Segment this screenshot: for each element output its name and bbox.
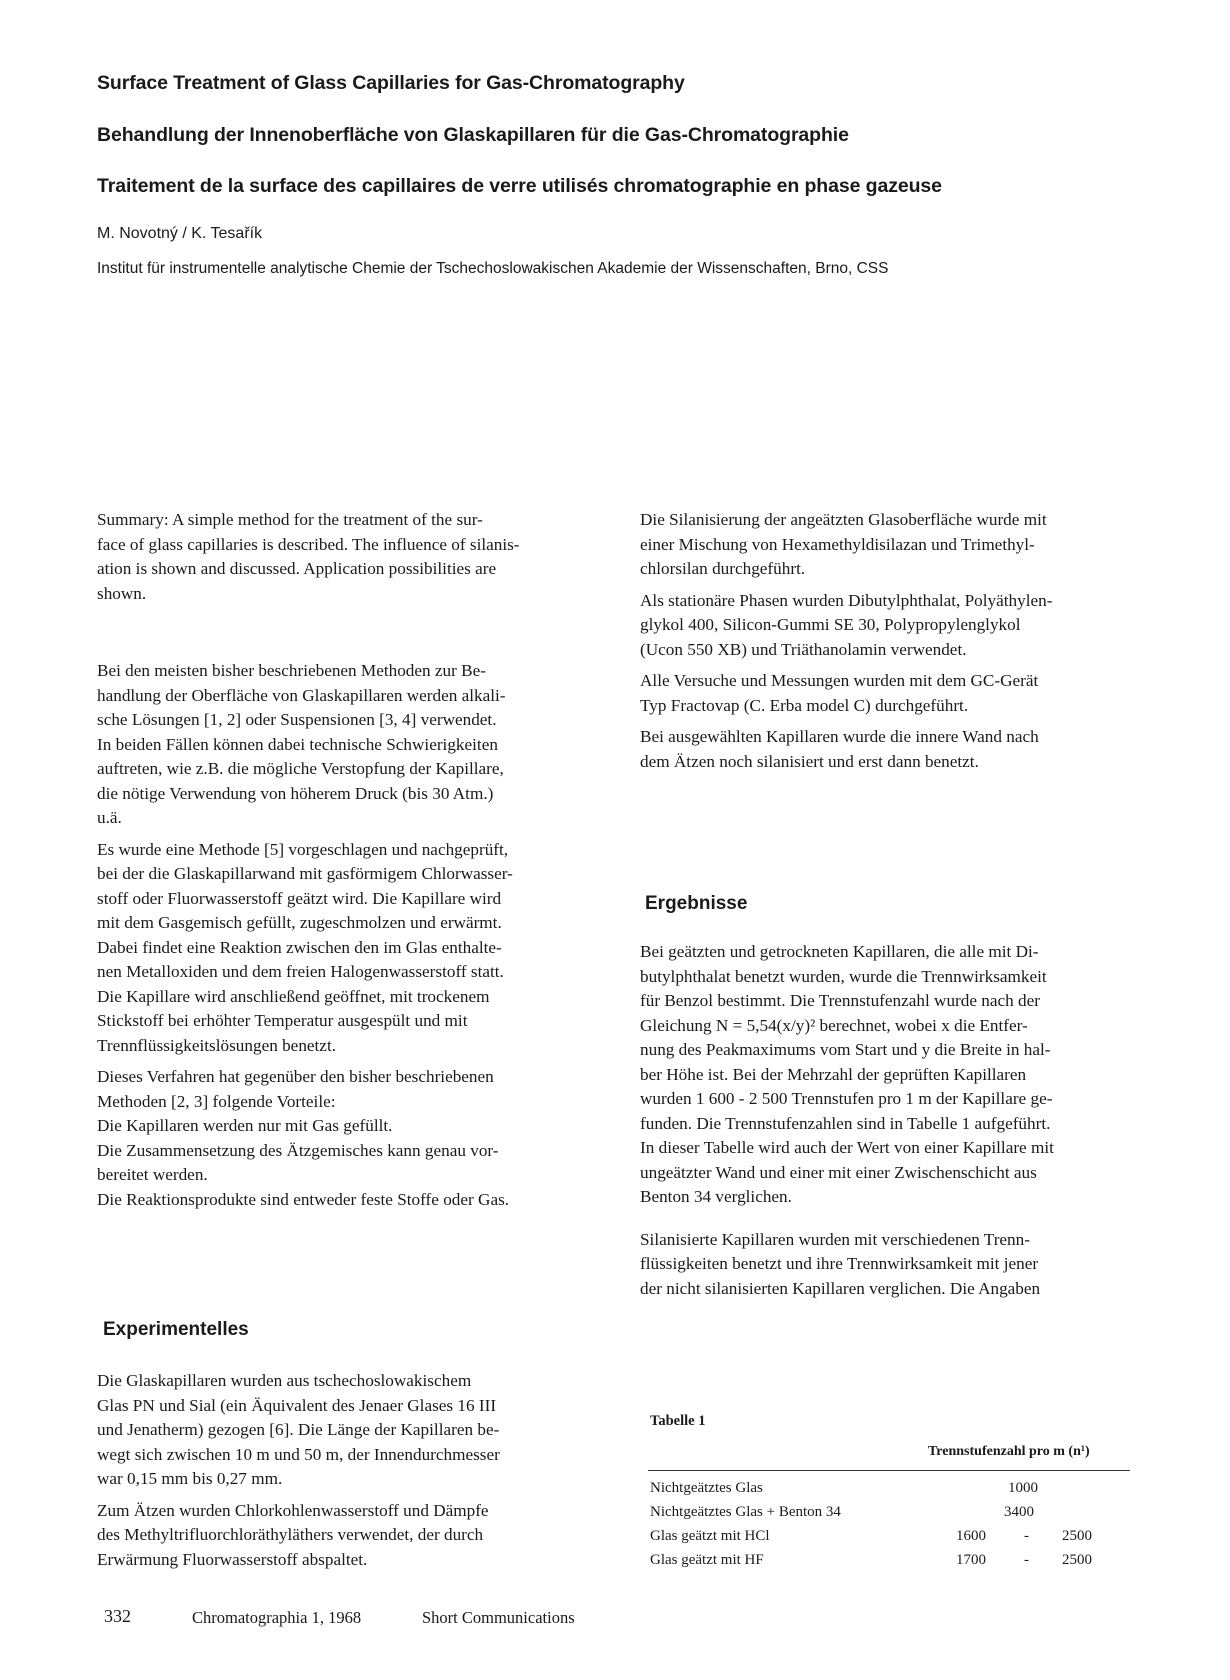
summary-line-1: [97, 508, 612, 533]
text-line: dem Ätzen noch silanisiert und erst dann benetzt.: [640, 751, 979, 771]
table-rule: [648, 1470, 1130, 1471]
text-line: einer Mischung von Hexamethyldisilazan und Trimethyl-: [640, 534, 1035, 554]
text-line: handlung der Oberfläche von Glaskapillaren werden alkali-: [97, 685, 506, 705]
text-line: Bei ausgewählten Kapillaren wurde die innere Wand nach: [640, 727, 1039, 746]
text-line: für Benzol bestimmt. Die Trennstufenzahl wurde nach der: [640, 991, 1040, 1010]
text-line: In dieser Tabelle wird auch der Wert von einer Kapillare mit: [640, 1138, 1054, 1157]
summary-line: shown.: [97, 583, 147, 603]
text-line: chlorsilan durchgeführt.: [640, 559, 806, 578]
text-line: Typ Fractovap (C. Erba model C) durchgeführt.: [640, 695, 969, 715]
affiliation: Institut für instrumentelle analytische Chemie der Tschechoslowakischen Akademie der Wissenschaften, Brno, CSS: [97, 260, 889, 277]
table-row-label: Glas geätzt mit HCl: [650, 1528, 770, 1544]
text-line: nung des Peakmaximums vom Start und y die Breite in hal-: [640, 1040, 1051, 1059]
table-dash: -: [1024, 1528, 1029, 1544]
page-number: 332: [104, 1606, 131, 1626]
text-line: flüssigkeiten benetzt und ihre Trennwirksamkeit mit jener: [640, 1254, 1039, 1273]
text-line: Methoden [2, 3] folgende Vorteile:: [97, 1091, 336, 1111]
table-row: [650, 1504, 1130, 1528]
table-value: 1000: [1008, 1480, 1038, 1496]
paragraph: [640, 508, 1155, 582]
text-line: wegt sich zwischen 10 m und 50 m, der Innendurchmesser: [97, 1444, 500, 1464]
text-line: ungeätzter Wand und einer mit einer Zwischenschicht aus: [640, 1162, 1037, 1182]
table-value: 3400: [1004, 1504, 1034, 1520]
text-line: bereitet werden.: [97, 1165, 208, 1184]
text-line: Gleichung N = 5,54(x/y)² berechnet, wobei x die Entfer-: [640, 1015, 1028, 1035]
text-line: butylphthalat benetzt wurden, wurde die Trennwirksamkeit: [640, 966, 1047, 986]
summary-text: : A simple method for the treatment of the sur-: [163, 510, 483, 529]
text-line: auftreten, wie z.B. die mögliche Verstopfung der Kapillare,: [97, 759, 504, 778]
text-line: Die Kapillare wird anschließend geöffnet, mit trockenem: [97, 986, 490, 1006]
text-line: wurden 1 600 - 2 500 Trennstufen pro 1 m der Kapillare ge-: [640, 1089, 1053, 1108]
table-column-header: Trennstufenzahl pro m (n¹): [928, 1444, 1090, 1459]
text-line: u.ä.: [97, 808, 122, 827]
experimentelles-body: [97, 1369, 612, 1579]
text-line: Dabei findet eine Reaktion zwischen den im Glas enthalte-: [97, 937, 502, 957]
table-row: [650, 1480, 1130, 1504]
text-line: und Jenatherm) gezogen [6]. Die Länge der Kapillaren be-: [97, 1420, 500, 1439]
text-line: Alle Versuche und Messungen wurden mit dem GC-Gerät: [640, 671, 1039, 690]
authors: M. Novotný / K. Tesařík: [97, 225, 263, 242]
journal-citation: Chromatographia 1, 1968: [192, 1608, 362, 1627]
paragraph: [640, 669, 1155, 718]
text-line: sche Lösungen [1, 2] oder Suspensionen [3, 4] verwendet.: [97, 710, 497, 729]
summary-label: Summary: [97, 510, 164, 529]
section-label: Short Communications: [422, 1608, 575, 1627]
section-heading-experimentelles: Experimentelles: [103, 1319, 249, 1340]
table-value-low: 1700: [956, 1552, 986, 1568]
paragraph: [640, 940, 1155, 1210]
text-line: Die Zusammensetzung des Ätzgemisches kann genau vor-: [97, 1140, 499, 1160]
text-line: glykol 400, Silicon-Gummi SE 30, Polypropylenglykol: [640, 615, 1021, 634]
text-line: Die Reaktionsprodukte sind entweder feste Stoffe oder Gas.: [97, 1189, 510, 1209]
paragraph: [97, 1369, 612, 1492]
paragraph: [97, 659, 612, 831]
text-line: Die Kapillaren werden nur mit Gas gefüllt.: [97, 1116, 393, 1135]
ergebnisse-body: [640, 940, 1155, 1308]
text-line: Es wurde eine Methode [5] vorgeschlagen und nachgeprüft,: [97, 839, 509, 859]
text-line: In beiden Fällen können dabei technische Schwierigkeiten: [97, 734, 498, 754]
right-column-top: [640, 508, 1155, 781]
table-value-low: 1600: [956, 1528, 986, 1544]
text-line: Dieses Verfahren hat gegenüber den bisher beschriebenen: [97, 1067, 494, 1086]
text-line: Silanisierte Kapillaren wurden mit verschiedenen Trenn-: [640, 1229, 1030, 1249]
text-line: Die Glaskapillaren wurden aus tschechoslowakischem: [97, 1371, 472, 1390]
table-row: [650, 1552, 1130, 1576]
table-value-high: 2500: [1062, 1552, 1092, 1568]
text-line: ber Höhe ist. Bei der Mehrzahl der geprüften Kapillaren: [640, 1064, 1027, 1084]
paragraph: [640, 589, 1155, 663]
text-line: der nicht silanisierten Kapillaren verglichen. Die Angaben: [640, 1278, 1041, 1298]
section-heading-ergebnisse: Ergebnisse: [645, 893, 748, 914]
left-column-intro: [97, 659, 612, 1219]
text-line: Bei den meisten bisher beschriebenen Methoden zur Be-: [97, 661, 486, 680]
text-line: war 0,15 mm bis 0,27 mm.: [97, 1469, 283, 1488]
table-label: Tabelle 1: [650, 1413, 706, 1429]
title-german: Behandlung der Innenoberfläche von Glaskapillaren für die Gas-Chromatographie: [97, 124, 849, 146]
paragraph: [97, 1065, 612, 1212]
summary-line: face of glass capillaries is described. The influence of silanis-: [97, 534, 520, 554]
text-line: funden. Die Trennstufenzahlen sind in Tabelle 1 aufgeführt.: [640, 1113, 1051, 1133]
text-line: Glas PN und Sial (ein Äquivalent des Jenaer Glases 16 III: [97, 1395, 497, 1415]
table-row-label: Nichtgeätztes Glas: [650, 1480, 763, 1496]
table-dash: -: [1024, 1552, 1029, 1568]
paragraph: [97, 1499, 612, 1573]
text-line: Benton 34 verglichen.: [640, 1187, 792, 1206]
title-english: Surface Treatment of Glass Capillaries for Gas-Chromatography: [97, 72, 685, 94]
text-line: (Ucon 550 XB) und Triäthanolamin verwendet.: [640, 639, 967, 659]
text-line: Erwärmung Fluorwasserstoff abspaltet.: [97, 1549, 368, 1569]
title-french: Traitement de la surface des capillaires de verre utilisés chromatographie en phase gazeuse: [97, 175, 942, 197]
text-line: des Methyltrifluorchloräthyläthers verwendet, der durch: [97, 1525, 484, 1544]
table-row-label: Nichtgeätztes Glas + Benton 34: [650, 1504, 841, 1520]
text-line: stoff oder Fluorwasserstoff geätzt wird. Die Kapillare wird: [97, 888, 502, 908]
table-value-high: 2500: [1062, 1528, 1092, 1544]
summary-line: ation is shown and discussed. Application possibilities are: [97, 559, 497, 578]
paragraph: [97, 838, 612, 1059]
summary: [97, 508, 612, 606]
text-line: mit dem Gasgemisch gefüllt, zugeschmolzen und erwärmt.: [97, 913, 502, 932]
text-line: Als stationäre Phasen wurden Dibutylphthalat, Polyäthylen-: [640, 590, 1053, 610]
text-line: nen Metalloxiden und dem freien Halogenwasserstoff statt.: [97, 962, 504, 981]
paragraph: [640, 725, 1155, 774]
table-row-label: Glas geätzt mit HF: [650, 1552, 764, 1568]
paragraph: [640, 1228, 1155, 1302]
text-line: Die Silanisierung der angeätzten Glasoberfläche wurde mit: [640, 510, 1047, 529]
text-line: Zum Ätzen wurden Chlorkohlenwasserstoff und Dämpfe: [97, 1500, 489, 1520]
text-line: Stickstoff bei erhöhter Temperatur ausgespült und mit: [97, 1011, 468, 1030]
text-line: Bei geätzten und getrockneten Kapillaren, die alle mit Di-: [640, 942, 1039, 961]
table-row: [650, 1528, 1130, 1552]
text-line: die nötige Verwendung von höherem Druck (bis 30 Atm.): [97, 783, 494, 803]
text-line: Trennflüssigkeitslösungen benetzt.: [97, 1035, 337, 1055]
text-line: bei der die Glaskapillarwand mit gasförmigem Chlorwasser-: [97, 864, 513, 883]
